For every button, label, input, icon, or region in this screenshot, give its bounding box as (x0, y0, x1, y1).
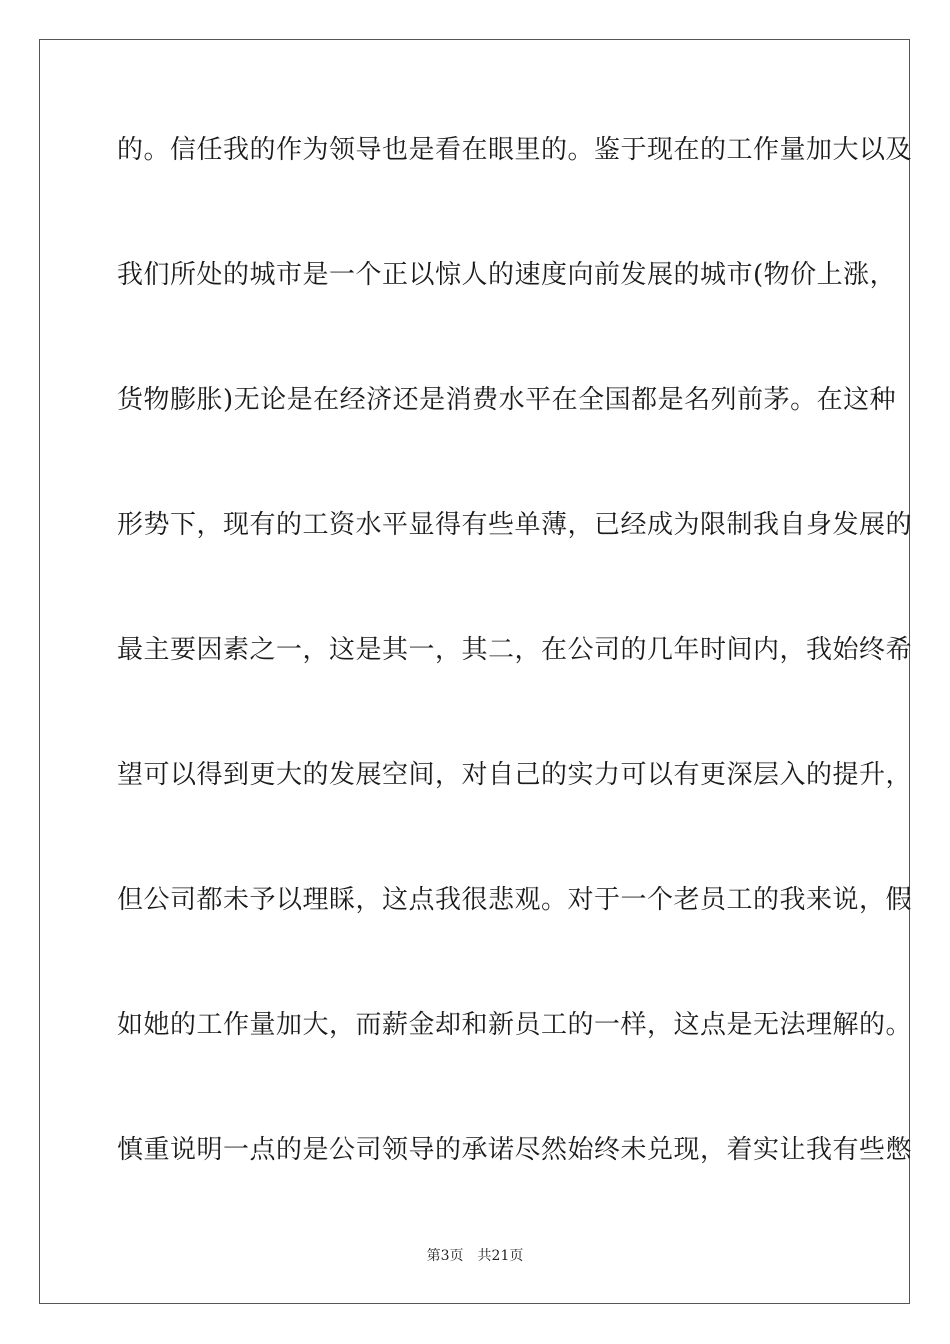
page-footer (0, 1247, 950, 1265)
body-text-line: 但公司都未予以理睬，这点我很悲观。对于一个老员工的我来说，假 (117, 885, 913, 915)
body-text-line: 货物膨胀)无论是在经济还是消费水平在全国都是名列前茅。在这种 (117, 385, 897, 415)
body-text-line: 形势下，现有的工资水平显得有些单薄，已经成为限制我自身发展的 (117, 510, 913, 540)
body-text-line: 的。信任我的作为领导也是看在眼里的。鉴于现在的工作量加大以及 (117, 135, 913, 165)
page-border (39, 39, 913, 1304)
body-text-line: 慎重说明一点的是公司领导的承诺尽然始终未兑现，着实让我有些憋 (117, 1135, 913, 1165)
page-total: 共21页 (477, 1248, 524, 1264)
body-text-line: 望可以得到更大的发展空间，对自己的实力可以有更深层入的提升， (117, 760, 913, 790)
body-text-line: 最主要因素之一，这是其一，其二，在公司的几年时间内，我始终希 (117, 635, 913, 665)
body-text-line: 我们所处的城市是一个正以惊人的速度向前发展的城市(物价上涨， (117, 260, 897, 290)
page-number: 第3页 (426, 1248, 464, 1264)
body-text-line: 如她的工作量加大，而薪金却和新员工的一样，这点是无法理解的。 (117, 1010, 913, 1040)
